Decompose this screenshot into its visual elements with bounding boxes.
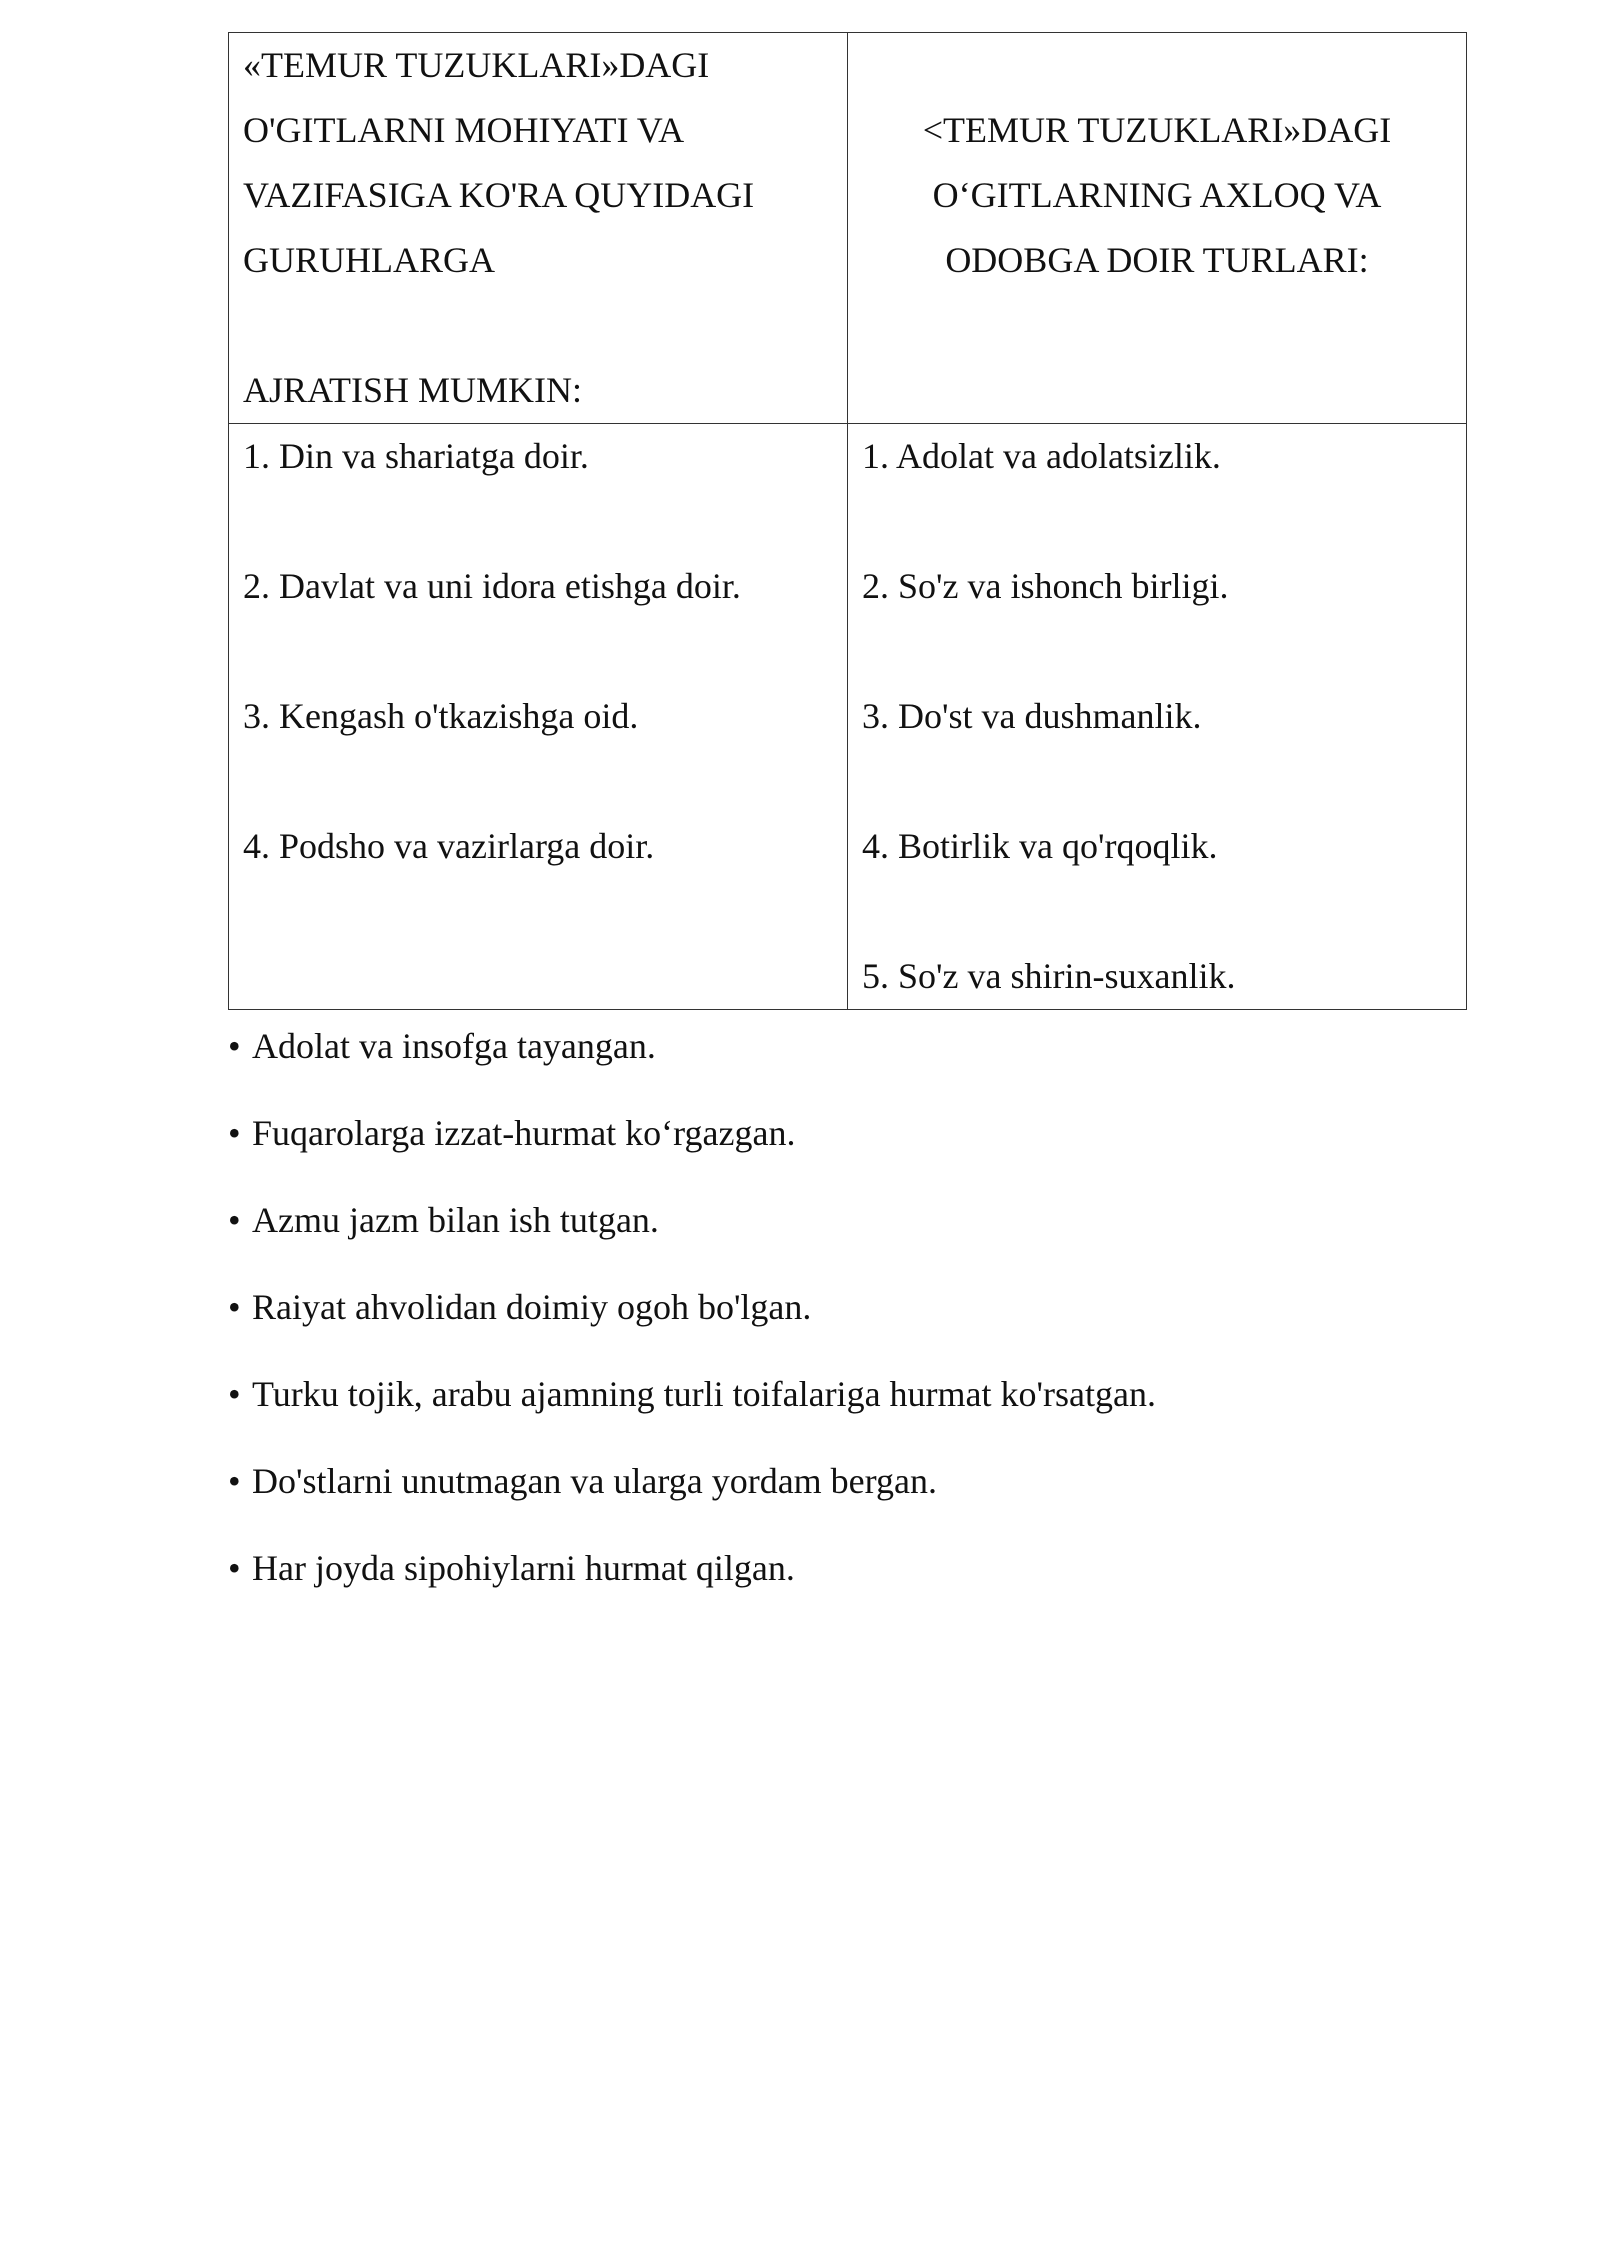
bullet-text: Fuqarolarga izzat-hurmat ko‘rgazgan. xyxy=(252,1113,796,1153)
right-list-item: 4. Botirlik va qo'rqoqlik. xyxy=(862,826,1218,866)
bullet-item xyxy=(228,1190,1468,1277)
header-left-line: VAZIFASIGA KO'RA QUYIDAGI xyxy=(243,175,755,215)
header-left-line: «TEMUR TUZUKLARI»DAGI xyxy=(243,45,710,85)
bullet-icon: • xyxy=(228,1287,241,1327)
bullet-item xyxy=(228,1538,1468,1625)
bullet-text: Adolat va insofga tayangan. xyxy=(252,1026,656,1066)
header-left-line: O'GITLARNI MOHIYATI VA xyxy=(243,110,685,150)
header-right-line: ODOBGA DOIR TURLARI: xyxy=(945,240,1369,280)
bullet-text: Azmu jazm bilan ish tutgan. xyxy=(252,1200,659,1240)
right-list-item: 3. Do'st va dushmanlik. xyxy=(862,696,1202,736)
header-right-line: O‘GITLARNING AXLOQ VA xyxy=(932,175,1382,215)
classification-table xyxy=(228,32,1467,1010)
bullet-icon: • xyxy=(228,1113,241,1153)
left-list-item: 1. Din va shariatga doir. xyxy=(243,436,589,476)
bullet-text: Raiyat ahvolidan doimiy ogoh bo'lgan. xyxy=(252,1287,812,1327)
bullet-icon: • xyxy=(228,1461,241,1501)
header-cell-right xyxy=(848,33,1467,424)
body-cell-left xyxy=(229,424,848,1010)
header-right-line: <TEMUR TUZUKLARI»DAGI xyxy=(922,110,1392,150)
table-header-row xyxy=(229,33,1467,424)
bullet-icon: • xyxy=(228,1026,241,1066)
left-list-item: 2. Davlat va uni idora etishga doir. xyxy=(243,566,741,606)
bullet-icon: • xyxy=(228,1548,241,1588)
header-left-last-line: AJRATISH MUMKIN: xyxy=(243,370,583,410)
header-left-spacer xyxy=(243,293,833,358)
bullet-item xyxy=(228,1277,1468,1364)
bullet-text: Do'stlarni unutmagan va ularga yordam bergan. xyxy=(252,1461,937,1501)
header-right-spacer xyxy=(862,33,1452,98)
bullet-item xyxy=(228,1364,1468,1451)
bullet-item xyxy=(228,1103,1468,1190)
qualities-bullet-list xyxy=(228,1016,1468,1625)
header-left-line: GURUHLARGA xyxy=(243,240,495,280)
bullet-text: Turku tojik, arabu ajamning turli toifalariga hurmat ko'rsatgan. xyxy=(252,1374,1156,1414)
header-cell-left xyxy=(229,33,848,424)
bullet-item xyxy=(228,1451,1468,1538)
right-list-item: 2. So'z va ishonch birligi. xyxy=(862,566,1229,606)
left-list-item: 3. Kengash o'tkazishga oid. xyxy=(243,696,639,736)
body-cell-right xyxy=(848,424,1467,1010)
table-body-row xyxy=(229,424,1467,1010)
right-list-item: 1. Adolat va adolatsizlik. xyxy=(862,436,1221,476)
right-list-item: 5. So'z va shirin-suxanlik. xyxy=(862,956,1236,996)
bullet-icon: • xyxy=(228,1200,241,1240)
bullet-item xyxy=(228,1016,1468,1103)
left-list-item: 4. Podsho va vazirlarga doir. xyxy=(243,826,655,866)
bullet-icon: • xyxy=(228,1374,241,1414)
bullet-text: Har joyda sipohiylarni hurmat qilgan. xyxy=(252,1548,795,1588)
